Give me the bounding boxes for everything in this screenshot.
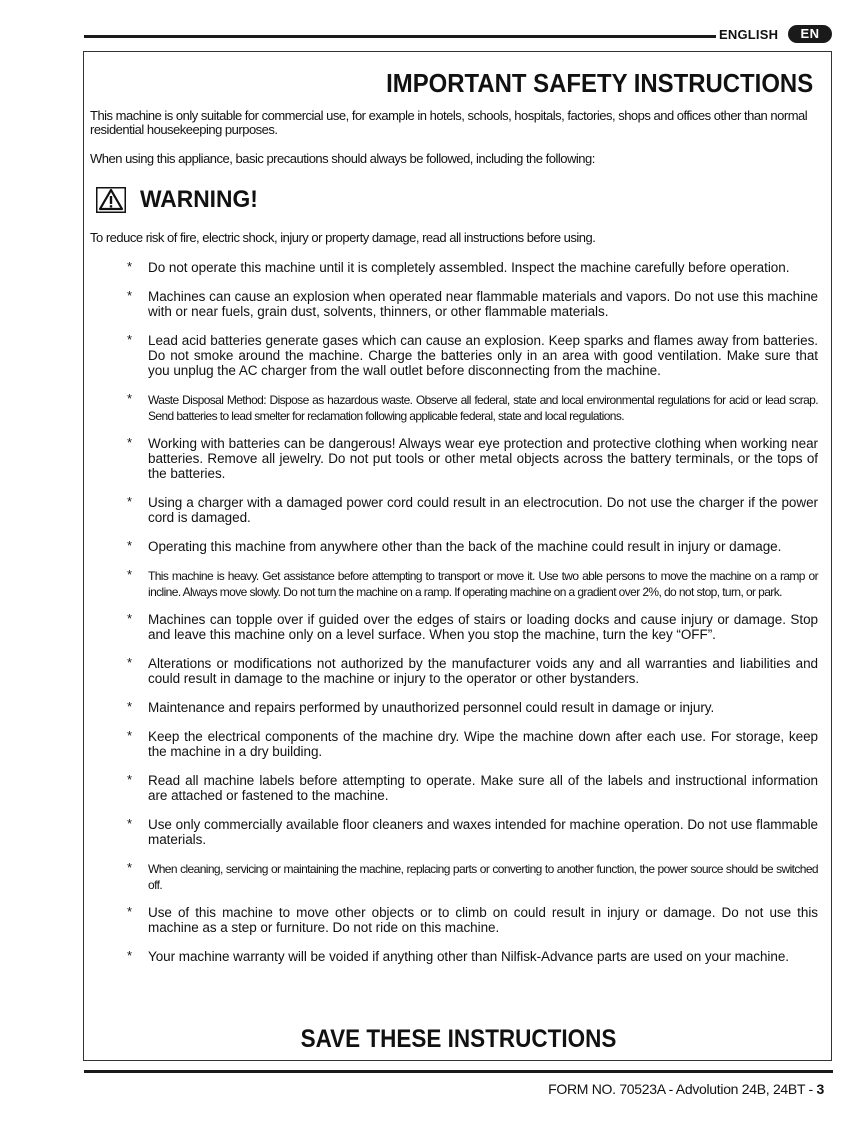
safety-item-text: * Do not operate this machine until it is completely assembled. Inspect the machine carefully before operation. bbox=[148, 260, 790, 275]
safety-item-text: * Machines can cause an explosion when operated near flammable materials and vapors. Do not use this machine with or near fuels, grain dust, solvents, thinners, or other flammable materials. bbox=[148, 289, 818, 319]
safety-item-text: * Operating this machine from anywhere other than the back of the machine could result in injury or damage. bbox=[148, 539, 782, 554]
language-badge: EN bbox=[788, 25, 832, 43]
safety-item bbox=[84, 905, 833, 935]
safety-item bbox=[84, 729, 833, 759]
safety-item bbox=[84, 656, 833, 686]
safety-item bbox=[84, 260, 833, 275]
save-instructions-heading: SAVE THESE INSTRUCTIONS bbox=[300, 1025, 617, 1053]
safety-item bbox=[84, 436, 833, 481]
safety-item-text: * Your machine warranty will be voided if anything other than Nilfisk-Advance parts are used on your machine. bbox=[148, 949, 789, 964]
safety-item bbox=[84, 861, 833, 893]
safety-item bbox=[84, 495, 833, 525]
warning-triangle-icon bbox=[96, 187, 126, 213]
intro-paragraph-commercial-use: This machine is only suitable for commercial use, for example in hotels, schools, hospitals, factories, shops and offices other than normal residential housekeeping purposes. bbox=[90, 108, 808, 137]
safety-item bbox=[84, 817, 833, 847]
form-number: FORM NO. 70523A - Advolution 24B, 24BT - bbox=[548, 1081, 817, 1097]
warning-heading-row bbox=[96, 183, 264, 217]
header-rule bbox=[84, 35, 716, 38]
page-title: IMPORTANT SAFETY INSTRUCTIONS bbox=[385, 68, 813, 98]
safety-item-text: * Keep the electrical components of the machine dry. Wipe the machine down after each use. For storage, keep the machine in a dry building. bbox=[148, 729, 818, 759]
safety-instructions-box bbox=[83, 51, 832, 1061]
safety-item bbox=[84, 392, 833, 424]
safety-item-text: * This machine is heavy. Get assistance before attempting to transport or move it. Use two able persons to move the machine on a ramp or incline. Always move slowly. Do not turn the machine on a ramp. If operating machine on a gradient over 2%, do not stop, turn, or park. bbox=[148, 569, 818, 599]
safety-item bbox=[84, 949, 833, 964]
safety-item-text: * Machines can topple over if guided over the edges of stairs or loading docks and cause injury or damage. Stop and leave this machine only on a level surface. When you stop the machine, turn the key “OFF”. bbox=[148, 612, 818, 642]
safety-item-text: * When cleaning, servicing or maintaining the machine, replacing parts or converting to another function, the power source should be switched off. bbox=[148, 862, 818, 892]
warning-lead-text: To reduce risk of fire, electric shock, injury or property damage, read all instructions before using. bbox=[90, 230, 596, 245]
safety-item-text: * Lead acid batteries generate gases which can cause an explosion. Keep sparks and flames away from batteries. Do not smoke around the machine. Charge the batteries only in an area with good ventilation. Make sure that you unplug the AC charger from the wall outlet before disconnecting from the machine. bbox=[148, 333, 818, 378]
safety-item bbox=[84, 773, 833, 803]
safety-items-list bbox=[84, 260, 833, 978]
safety-item bbox=[84, 333, 833, 378]
page-number: 3 bbox=[816, 1081, 824, 1097]
safety-item bbox=[84, 289, 833, 319]
safety-item-text: * Alterations or modifications not authorized by the manufacturer voids any and all warranties and liabilities and could result in damage to the machine or injury to the operator or other bystanders. bbox=[148, 656, 818, 686]
safety-item-text: * Waste Disposal Method: Dispose as hazardous waste. Observe all federal, state and local environmental regulations for acid or lead scrap. Send batteries to lead smelter for reclamation following applicable federal, state and local regulations. bbox=[148, 393, 818, 423]
footer-rule bbox=[84, 1070, 833, 1073]
safety-item bbox=[84, 539, 833, 554]
intro-paragraph-precautions: When using this appliance, basic precautions should always be followed, including the following: bbox=[90, 151, 595, 166]
safety-item bbox=[84, 700, 833, 715]
page-footer bbox=[548, 1081, 824, 1097]
language-label: ENGLISH bbox=[719, 27, 779, 42]
safety-item-text: * Use only commercially available floor cleaners and waxes intended for machine operation. Do not use flammable materials. bbox=[148, 817, 818, 847]
safety-item-text: * Use of this machine to move other objects or to climb on could result in injury or damage. Do not use this machine as a step or furniture. Do not ride on this machine. bbox=[148, 905, 818, 935]
safety-item-text: * Read all machine labels before attempting to operate. Make sure all of the labels and instructional information are attached or fastened to the machine. bbox=[148, 773, 818, 803]
safety-item-text: * Maintenance and repairs performed by unauthorized personnel could result in damage or injury. bbox=[148, 700, 715, 715]
safety-item bbox=[84, 568, 833, 600]
safety-item bbox=[84, 612, 833, 642]
warning-heading: WARNING! bbox=[140, 186, 258, 213]
safety-item-text: * Using a charger with a damaged power cord could result in an electrocution. Do not use the charger if the power cord is damaged. bbox=[148, 495, 818, 525]
safety-item-text: * Working with batteries can be dangerous! Always wear eye protection and protective clothing when working near batteries. Remove all jewelry. Do not put tools or other metal objects across the battery terminals, or the tops of the batteries. bbox=[148, 436, 818, 481]
